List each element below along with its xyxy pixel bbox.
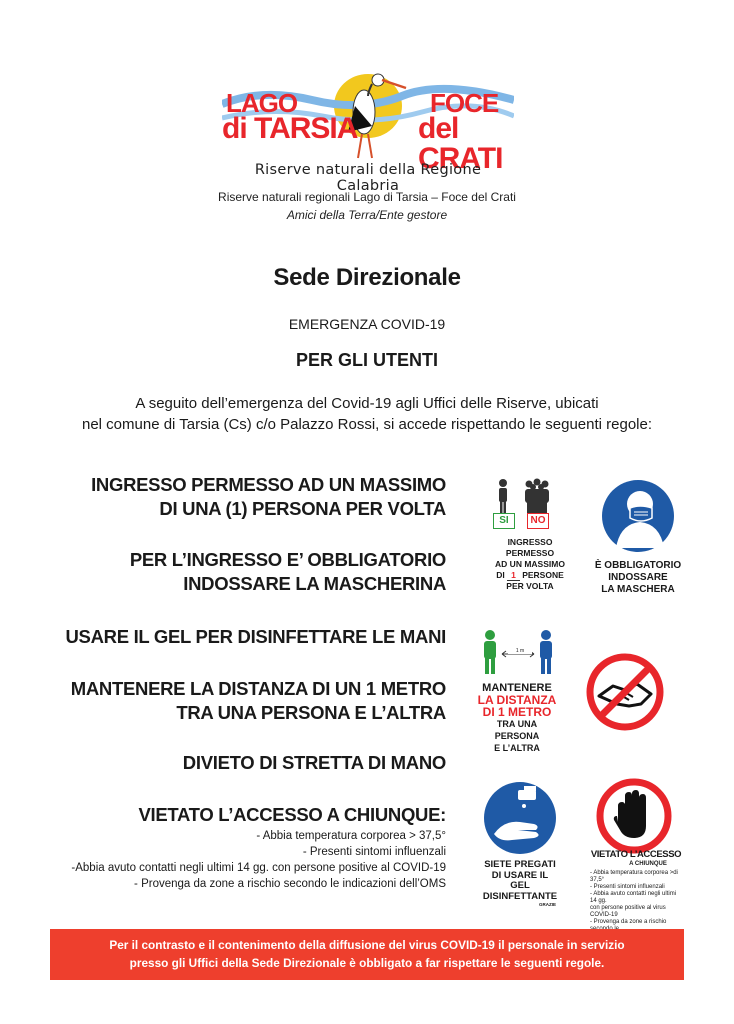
intro-line-1: A seguito dell’emergenza del Covid-19 agli Uffici delle Riserve, ubicati [135,395,599,412]
mask-caption [586,560,690,596]
rule-line: DI UNA (1) PERSONA PER VOLTA [159,498,446,519]
caption-line-red: LA DISTANZA [477,693,557,707]
caption-fragment: PERSONE [522,570,564,580]
logo-subtitle: Riserve naturali della Regione Calabria [254,162,482,194]
caption-fragment: DI [496,570,505,580]
people-icon [478,476,582,516]
logo-foce-text: FOCE [430,88,499,118]
condition-item: - Presenti sintomi influenzali [302,846,446,858]
no-access-title: VIETATO L’ACCESSO [590,849,682,860]
caption-line: PER VOLTA [506,581,554,591]
small-condition: con persone positive al virus COVID-19 [590,905,666,918]
gel-caption [478,860,562,908]
small-condition: - Abbia temperatura corporea >di 37,5° [590,870,678,883]
rule-line: PER L’INGRESSO E’ OBBLIGATORIO [129,549,446,570]
condition-item: -Abbia avuto contatti negli ultimi 14 gg. con persone positive al COVID-19 [71,862,446,874]
caption-line: INGRESSO [507,537,553,547]
entry-caption [478,537,582,592]
rule-line: TRA UNA PERSONA E L’ALTRA [176,702,446,723]
emergency-label: EMERGENZA COVID-19 [288,316,446,332]
rule-line: DIVIETO DI STRETTA DI MANO [182,752,446,773]
caption-line: È OBBLIGATORIO [594,560,682,571]
distance-caption [474,682,560,754]
hand-sanitizer-icon [478,780,562,856]
audience-heading: PER GLI UTENTI [295,350,438,370]
entry-limit-sign [478,476,582,606]
rule-line: USARE IL GEL PER DISINFETTARE LE MANI [65,626,446,647]
logo-crati-text: del CRATI [418,112,503,175]
no-access-subtitle: A CHIUNQUE [629,861,667,867]
caption-line: DI USARE IL [491,869,549,881]
rule-use-gel [65,625,446,649]
rule-line: INGRESSO PERMESSO AD UN MASSIMO [91,474,446,495]
rule-max-one-person [91,473,446,521]
caption-line: TRA UNA PERSONA [494,719,540,741]
org-name: Riserve naturali regionali Lago di Tarsia – Foce del Crati [218,190,516,204]
footer-line-1: Per il contrasto e il contenimento della diffusione del virus COVID-19 il personale in servizio [109,938,625,952]
caption-line: E L’ALTRA [494,743,540,753]
caption-line: DISINFETTANTE [482,890,558,902]
caption-line: AD UN MASSIMO [495,559,565,569]
caption-line: PERMESSO [505,548,555,558]
org-manager: Amici della Terra/Ente gestore [286,208,448,222]
no-badge: NO [527,513,549,529]
hand-gel-sign [478,780,562,910]
caption-line: SIETE PREGATI [484,859,556,870]
caption-line: GEL [510,880,530,891]
mask-icon [586,478,690,554]
intro-paragraph [0,393,734,435]
caption-thanks: GRAZIE [538,902,556,907]
footer-line-2: presso gli Uffici della Sede Direzionale è obbligato a far rispettare le seguenti regole. [129,956,605,970]
rule-keep-distance [71,677,446,725]
rule-line: INDOSSARE LA MASCHERINA [183,573,446,594]
distance-measure: 1 m [508,648,532,654]
page-title: Sede Direzionale [273,264,461,291]
condition-item: - Abbia temperatura corporea > 37,5° [256,830,446,842]
small-condition: - Abbia avuto contatti negli ultimi 14 gg. [590,891,677,904]
rule-no-handshake [183,751,446,775]
condition-item: - Provenga da zone a rischio secondo le indicazioni dell’OMS [134,878,446,890]
rule-access-forbidden [138,803,446,827]
no-handshake-icon [585,652,665,732]
caption-line [478,570,582,581]
distance-sign [474,626,588,754]
no-access-sign [588,776,684,925]
stop-hand-icon [588,776,684,854]
access-conditions-list [71,828,446,892]
logo-tarsia-text: di TARSIA [222,112,358,145]
logo-lago-text: LAGO [226,88,298,118]
caption-line: LA MASCHERA [601,584,675,595]
caption-line-red: DI 1 METRO [482,705,552,719]
footer-banner [50,929,684,980]
no-handshake-sign [585,652,665,732]
rule-mask-mandatory [130,548,446,596]
reserve-logo [222,66,514,194]
small-condition: - Presenti sintomi influenzali [590,884,665,890]
rule-line: VIETATO L’ACCESSO A CHIUNQUE: [138,804,446,825]
intro-line-2: nel comune di Tarsia (Cs) c/o Palazzo Rossi, si accede rispettando le seguenti regole: [81,416,652,433]
small-condition: - Provenga da zone a rischio [590,919,667,925]
yes-badge: SI [493,513,515,529]
max-persons-number: 1 [507,570,520,581]
caption-line: MANTENERE [482,682,552,694]
rule-line: MANTENERE LA DISTANZA DI UN 1 METRO [70,678,446,699]
mask-mandatory-sign [586,478,690,606]
caption-line: INDOSSARE [608,572,668,583]
